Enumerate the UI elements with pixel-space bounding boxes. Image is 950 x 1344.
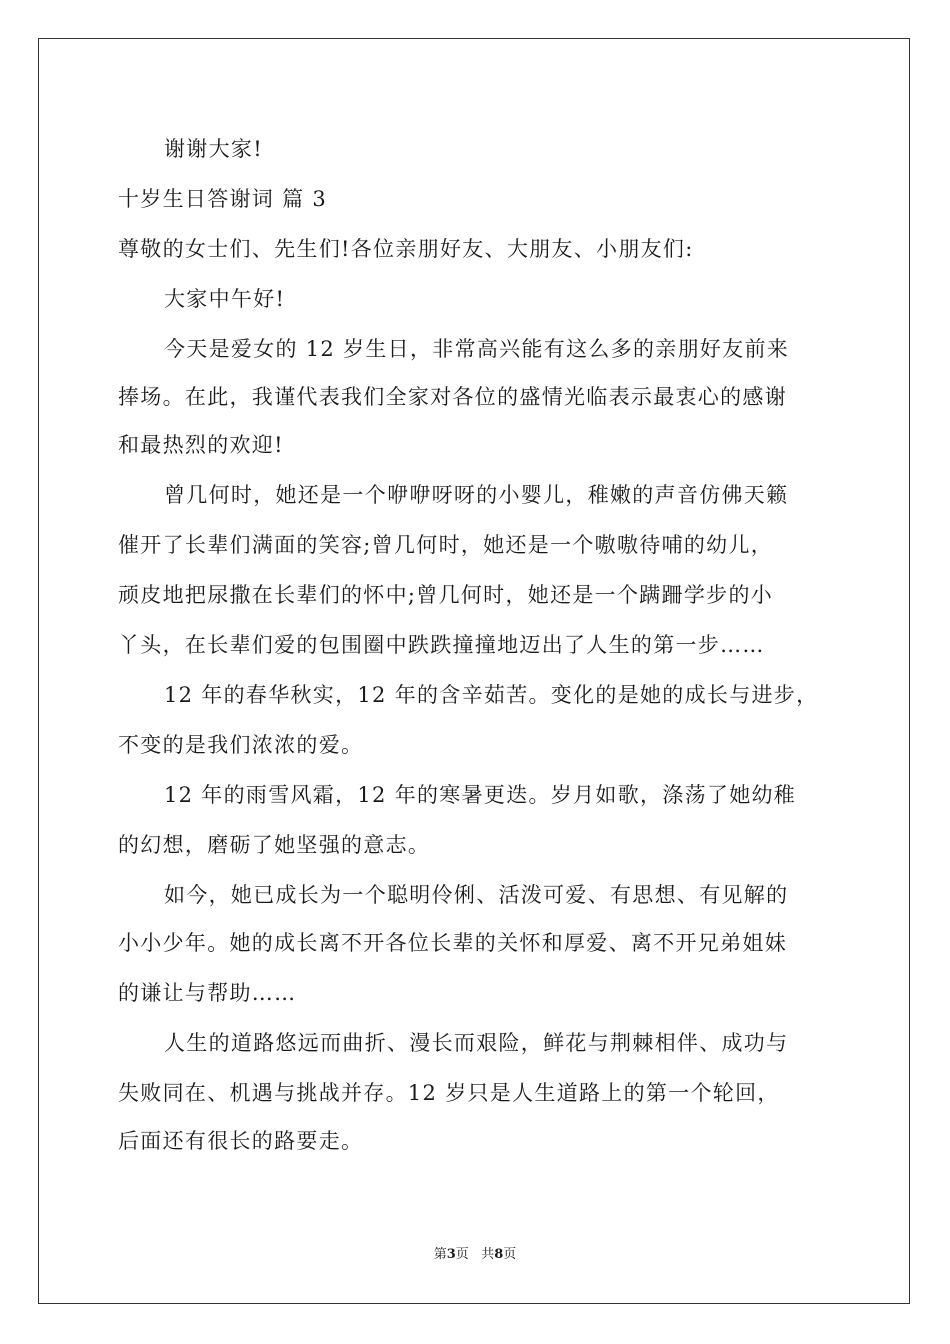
page-frame xyxy=(38,38,910,1304)
paragraph-line: 丫头，在长辈们爱的包围圈中跌跌撞撞地迈出了人生的第一步…… xyxy=(118,633,765,657)
paragraph-line: 曾几何时，她还是一个咿咿呀呀的小婴儿，稚嫩的声音仿佛天籁 xyxy=(164,483,789,507)
paragraph-line: 的幻想，磨砺了她坚强的意志。 xyxy=(118,833,431,857)
paragraph-line: 失败同在、机遇与挑战并存。12 岁只是人生道路上的第一个轮回， xyxy=(118,1081,780,1105)
current-page-number: 3 xyxy=(446,1247,456,1262)
paragraph-line: 顽皮地把尿撒在长辈们的怀中;曾几何时，她还是一个蹒跚学步的小 xyxy=(118,583,774,607)
salutation: 尊敬的女士们、先生们!各位亲朋好友、大朋友、小朋友们: xyxy=(118,237,694,261)
paragraph-line: 捧场。在此，我谨代表我们全家对各位的盛情光临表示最衷心的感谢 xyxy=(118,385,787,409)
closing-line: 谢谢大家! xyxy=(164,137,263,161)
paragraph-line: 的谦让与帮助…… xyxy=(118,981,297,1005)
paragraph-line: 不变的是我们浓浓的爱。 xyxy=(118,733,364,757)
paragraph-line: 后面还有很长的路要走。 xyxy=(118,1129,364,1153)
page-prefix: 第 xyxy=(433,1247,447,1262)
section-title: 十岁生日答谢词 篇 3 xyxy=(118,187,328,211)
page-suffix: 页 xyxy=(455,1247,469,1262)
paragraph-line: 和最热烈的欢迎! xyxy=(118,433,284,457)
total-page-number: 8 xyxy=(494,1247,504,1262)
total-suffix: 页 xyxy=(503,1247,517,1262)
total-prefix: 共 xyxy=(481,1247,495,1262)
greeting: 大家中午好! xyxy=(164,287,286,311)
paragraph-line: 12 年的雨雪风霜，12 年的寒暑更迭。岁月如歌，涤荡了她幼稚 xyxy=(164,783,797,807)
paragraph-line: 催开了长辈们满面的笑容;曾几何时，她还是一个嗷嗷待哺的幼儿， xyxy=(118,533,774,557)
paragraph-line: 人生的道路悠远而曲折、漫长而艰险，鲜花与荆棘相伴、成功与 xyxy=(164,1031,789,1055)
paragraph-line: 今天是爱女的 12 岁生日，非常高兴能有这么多的亲朋好友前来 xyxy=(164,337,790,361)
paragraph-line: 12 年的春华秋实，12 年的含辛茹苦。变化的是她的成长与进步， xyxy=(164,683,819,707)
paragraph-line: 小小少年。她的成长离不开各位长辈的关怀和厚爱、离不开兄弟姐妹 xyxy=(118,931,787,955)
page-footer xyxy=(0,1246,950,1264)
paragraph-line: 如今，她已成长为一个聪明伶俐、活泼可爱、有思想、有见解的 xyxy=(164,883,789,907)
